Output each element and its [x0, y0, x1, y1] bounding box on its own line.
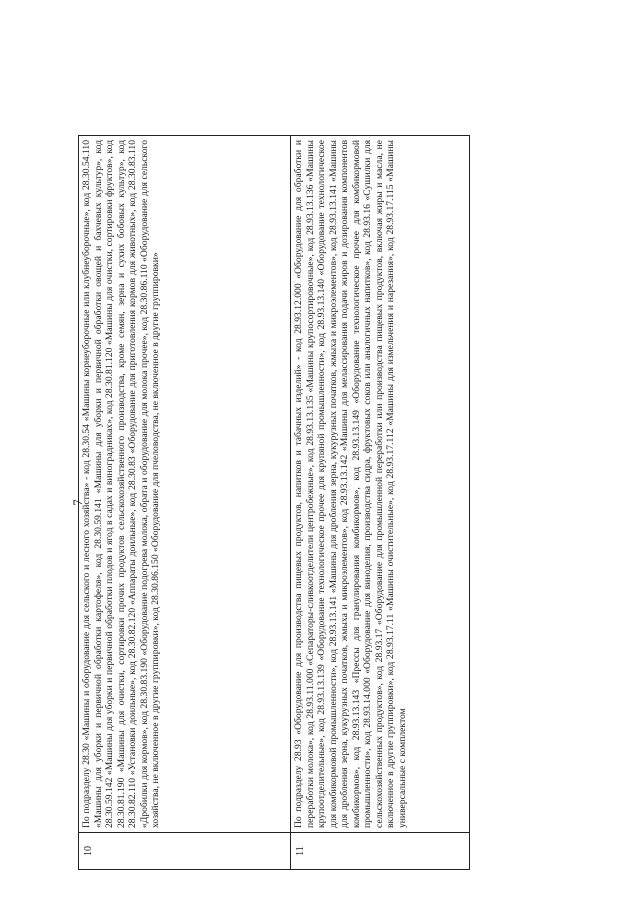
row-text: По подразделу 28.30 «Машины и оборудование для сельского и лесного хозяйства» - код 28.30.54 «Машины корнеуборочные или клубнеуборочные», код 28.30.54.110 «Машины для уборки и первичной обработки картофеля», код 28.30.59.141 «Машины для уборки и первичной обработки овощей и бахчевых культур», код 28.30.59.142 «Машины для уборки и первичной обработки плодов и ягод в садах и виноградниках», код 28.30.81.120 «Машины для очистки, сортировки фруктов», код 28.30.81.190 «Машины для очистки, сортировки прочих продуктов сельскохозяйственного производства, кроме семян, зерна и сухих бобовых культур», код 28.30.82.110 «Установки доильные», код 28.30.82.120 «Аппараты доильные», код 28.30.83 «Оборудование для приготовления кормов для животных», код 28.30.83.110 «Дробилки для кормов», код 28.30.83.190 «Оборудование подогрева молока, обрата и оборудование для молока прочее», код 28.30.86.110 «Оборудование для сельского хозяйства, не включенное в другие группировки», код 28.30.86.150 «Оборудование для пчеловодства, не включенное в другие группировки»	[79, 136, 291, 833]
rotated-page	[70, 135, 408, 870]
document-table	[78, 135, 470, 870]
page-number: 7	[70, 499, 85, 506]
row-number: 10	[79, 833, 291, 870]
table-row	[79, 136, 291, 870]
row-number: 11	[291, 833, 470, 870]
row-text: По подразделу 28.93 «Оборудование для производства пищевых продуктов, напитков и табачных изделий» - код 28.93.12.000 «Оборудование для обработки и переработки молока», код 28.93.11.000 «Сепараторы-сливкоотделители центробежные», код 28.93.13.135 «Машины крупосортировочные», код 28.93.13.136 «Машины крупоотделительные», код 28.93.13.139 «Оборудование технологическое прочее для крупяной промышленности», код 28.93.13.140 «Оборудование технологическое для комбикормовой промышленности», код 28.93.13.141 «Машины для дробления зерна, кукурузных початков, жмыха и микроэлементов», код 28.93.13.141 «Машины для дробления зерна, кукурузных початков, жмыха и микроэлементов», код 28.93.13.142 «Машины для мелассирования подачи жиров и дозирования компонентов комбикормов», код 28.93.13.143 «Прессы для гранулирования комбикормов», код 28.93.13.149 «Оборудование технологическое прочее для комбикормовой промышленности», код 28.93.14.000 «Оборудование для виноделия, производства сидра, фруктовых соков или аналогичных напитков», код 28.93.16 «Сушилки для сельскохозяйственных продуктов», код 28.93.17 «Оборудование для промышленной переработки или производства пищевых продуктов, включая жиры и масла, не включенное в другие группировки», код 28.93.17.11 «Машины очистительные», код 28.93.17.112 «Машины для измельчения и нарезания», код 28.93.17.115 «Машины универсальные с комплектом	[291, 136, 470, 833]
table-row	[291, 136, 470, 870]
